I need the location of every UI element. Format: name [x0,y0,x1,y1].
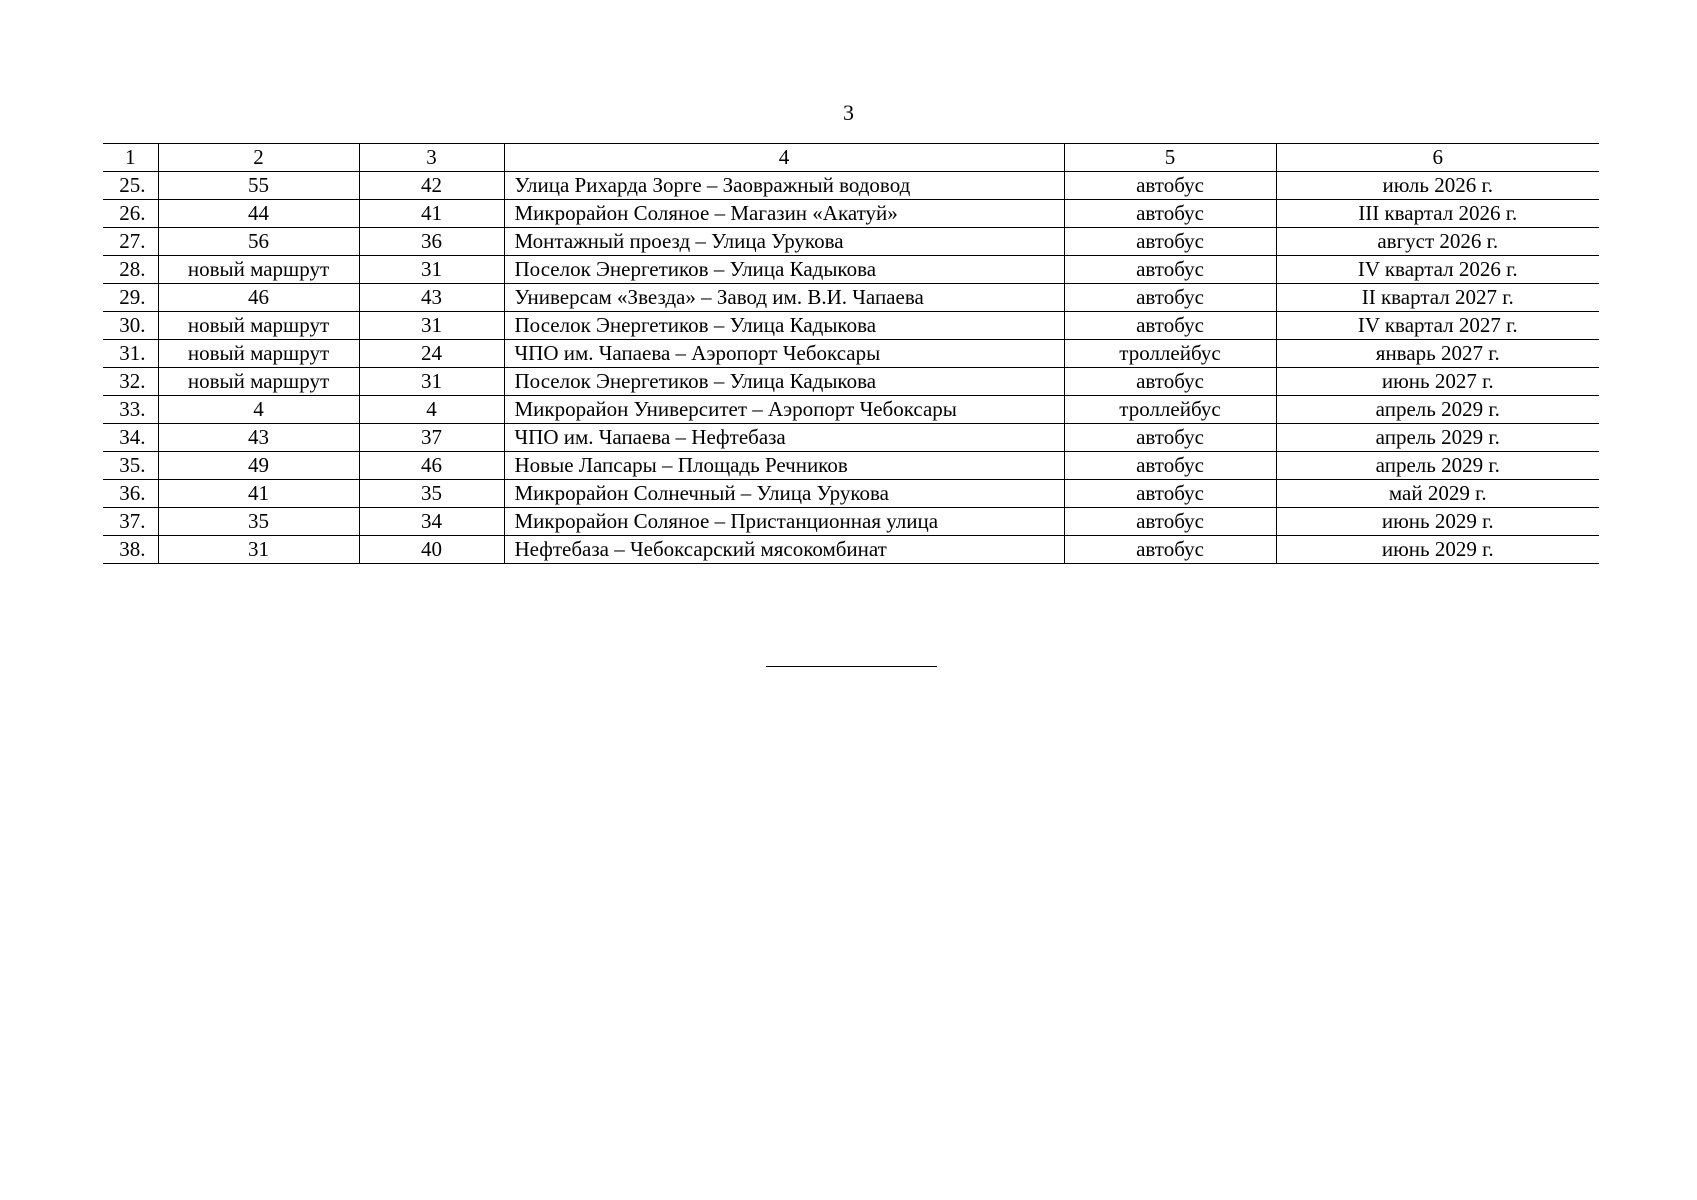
cell-number: 35. [103,452,158,480]
cell-new-route: 46 [359,452,504,480]
cell-new-route: 35 [359,480,504,508]
cell-route-name: Микрорайон Солнечный – Улица Урукова [504,480,1064,508]
cell-number: 31. [103,340,158,368]
cell-transport-type: автобус [1064,452,1276,480]
cell-date: июнь 2027 г. [1276,368,1599,396]
cell-number: 33. [103,396,158,424]
page-number: 3 [843,100,854,125]
cell-number: 25. [103,172,158,200]
cell-route-name: Улица Рихарда Зорге – Заовражный водовод [504,172,1064,200]
cell-route-name: Монтажный проезд – Улица Урукова [504,228,1064,256]
header-cell-transport-type: 5 [1064,144,1276,172]
table-row [103,508,1599,536]
cell-transport-type: автобус [1064,228,1276,256]
cell-number: 38. [103,536,158,564]
table-row [103,340,1599,368]
cell-number: 26. [103,200,158,228]
cell-number: 30. [103,312,158,340]
cell-new-route: 31 [359,312,504,340]
cell-new-route: 41 [359,200,504,228]
cell-new-route: 31 [359,368,504,396]
table-row [103,424,1599,452]
table-row [103,452,1599,480]
cell-number: 27. [103,228,158,256]
table-row [103,200,1599,228]
cell-transport-type: автобус [1064,256,1276,284]
table-header-row [103,144,1599,172]
cell-route-name: Поселок Энергетиков – Улица Кадыкова [504,312,1064,340]
cell-transport-type: автобус [1064,284,1276,312]
cell-transport-type: автобус [1064,312,1276,340]
table-row [103,256,1599,284]
table-body [103,144,1599,564]
cell-route-name: Универсам «Звезда» – Завод им. В.И. Чапаева [504,284,1064,312]
cell-number: 36. [103,480,158,508]
header-cell-route-name: 4 [504,144,1064,172]
cell-number: 37. [103,508,158,536]
header-cell-number: 1 [103,144,158,172]
cell-new-route: 40 [359,536,504,564]
cell-route-name: ЧПО им. Чапаева – Нефтебаза [504,424,1064,452]
header-cell-date: 6 [1276,144,1599,172]
cell-route-name: Микрорайон Соляное – Пристанционная улица [504,508,1064,536]
cell-transport-type: автобус [1064,424,1276,452]
header-cell-old-route: 2 [158,144,359,172]
cell-old-route: 43 [158,424,359,452]
cell-old-route: 41 [158,480,359,508]
table-row [103,284,1599,312]
cell-date: IV квартал 2027 г. [1276,312,1599,340]
cell-new-route: 36 [359,228,504,256]
cell-old-route: новый маршрут [158,340,359,368]
table-row [103,228,1599,256]
closing-rule [766,666,937,667]
cell-old-route: 55 [158,172,359,200]
cell-route-name: ЧПО им. Чапаева – Аэропорт Чебоксары [504,340,1064,368]
cell-old-route: 35 [158,508,359,536]
cell-old-route: новый маршрут [158,256,359,284]
cell-new-route: 43 [359,284,504,312]
cell-transport-type: автобус [1064,200,1276,228]
cell-old-route: новый маршрут [158,368,359,396]
table-row [103,312,1599,340]
cell-date: май 2029 г. [1276,480,1599,508]
cell-date: июнь 2029 г. [1276,508,1599,536]
cell-new-route: 42 [359,172,504,200]
cell-new-route: 4 [359,396,504,424]
cell-old-route: 44 [158,200,359,228]
cell-number: 32. [103,368,158,396]
cell-date: январь 2027 г. [1276,340,1599,368]
cell-route-name: Новые Лапсары – Площадь Речников [504,452,1064,480]
cell-transport-type: троллейбус [1064,340,1276,368]
cell-route-name: Поселок Энергетиков – Улица Кадыкова [504,368,1064,396]
cell-transport-type: автобус [1064,536,1276,564]
cell-date: II квартал 2027 г. [1276,284,1599,312]
cell-date: апрель 2029 г. [1276,424,1599,452]
header-cell-new-route: 3 [359,144,504,172]
table-row [103,480,1599,508]
cell-date: июль 2026 г. [1276,172,1599,200]
cell-new-route: 34 [359,508,504,536]
cell-route-name: Микрорайон Университет – Аэропорт Чебоксары [504,396,1064,424]
route-schedule-table [103,143,1599,564]
cell-date: III квартал 2026 г. [1276,200,1599,228]
cell-transport-type: автобус [1064,368,1276,396]
cell-transport-type: троллейбус [1064,396,1276,424]
cell-new-route: 31 [359,256,504,284]
cell-date: июнь 2029 г. [1276,536,1599,564]
table-row [103,396,1599,424]
cell-route-name: Микрорайон Соляное – Магазин «Акатуй» [504,200,1064,228]
cell-transport-type: автобус [1064,480,1276,508]
cell-old-route: новый маршрут [158,312,359,340]
cell-old-route: 31 [158,536,359,564]
cell-old-route: 56 [158,228,359,256]
cell-transport-type: автобус [1064,172,1276,200]
table-row [103,172,1599,200]
cell-route-name: Нефтебаза – Чебоксарский мясокомбинат [504,536,1064,564]
cell-number: 34. [103,424,158,452]
table-row [103,368,1599,396]
cell-old-route: 46 [158,284,359,312]
cell-number: 28. [103,256,158,284]
cell-transport-type: автобус [1064,508,1276,536]
cell-route-name: Поселок Энергетиков – Улица Кадыкова [504,256,1064,284]
cell-date: апрель 2029 г. [1276,396,1599,424]
cell-date: апрель 2029 г. [1276,452,1599,480]
cell-new-route: 24 [359,340,504,368]
cell-number: 29. [103,284,158,312]
cell-old-route: 4 [158,396,359,424]
cell-date: август 2026 г. [1276,228,1599,256]
cell-old-route: 49 [158,452,359,480]
cell-new-route: 37 [359,424,504,452]
cell-date: IV квартал 2026 г. [1276,256,1599,284]
table-row [103,536,1599,564]
